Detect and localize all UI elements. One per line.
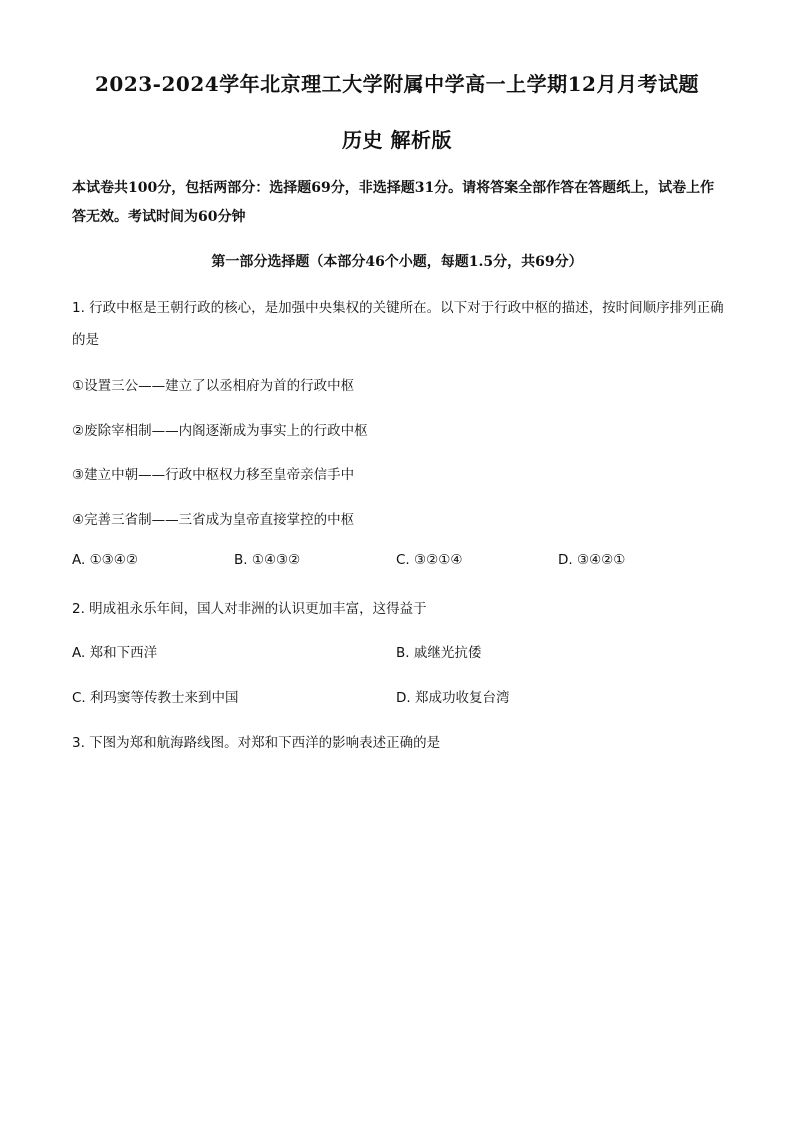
document-title: 2023-2024学年北京理工大学附属中学高一上学期12月月考试题 (95, 72, 699, 96)
question-1-option-a: A. ①③④② (72, 552, 138, 568)
question-1-option-d: D. ③④②① (558, 552, 626, 568)
question-1-stem: 1. 行政中枢是王朝行政的核心，是加强中央集权的关键所在。以下对于行政中枢的描述，按时间顺序排列正确的是 (72, 300, 724, 348)
question-2-option-b: B. 戚继光抗倭 (396, 645, 482, 661)
exam-instructions: 本试卷共100分，包括两部分：选择题69分，非选择题31分。请将答案全部作答在答题纸上，试卷上作答无效。考试时间为60分钟 (72, 180, 715, 225)
section-heading: 第一部分选择题（本部分46个小题，每题1.5分，共69分） (211, 254, 583, 270)
question-2-option-c: C. 利玛窦等传教士来到中国 (72, 690, 239, 706)
question-1-statement-3: ③建立中朝——行政中枢权力移至皇帝亲信手中 (72, 467, 355, 483)
question-1-statement-4: ④完善三省制——三省成为皇帝直接掌控的中枢 (72, 512, 355, 528)
question-1-option-b: B. ①④③② (234, 552, 301, 568)
question-1-option-c: C. ③②①④ (396, 552, 463, 568)
question-1-statement-1: ①设置三公——建立了以丞相府为首的行政中枢 (72, 378, 355, 394)
question-1-statement-2: ②废除宰相制——内阁逐渐成为事实上的行政中枢 (72, 423, 368, 439)
question-2-stem: 2. 明成祖永乐年间，国人对非洲的认识更加丰富，这得益于 (72, 601, 427, 617)
question-3-stem: 3. 下图为郑和航海路线图。对郑和下西洋的影响表述正确的是 (72, 735, 441, 751)
question-2-option-a: A. 郑和下西洋 (72, 645, 158, 661)
document-subtitle: 历史 解析版 (342, 128, 452, 152)
question-2-option-d: D. 郑成功收复台湾 (396, 690, 510, 706)
